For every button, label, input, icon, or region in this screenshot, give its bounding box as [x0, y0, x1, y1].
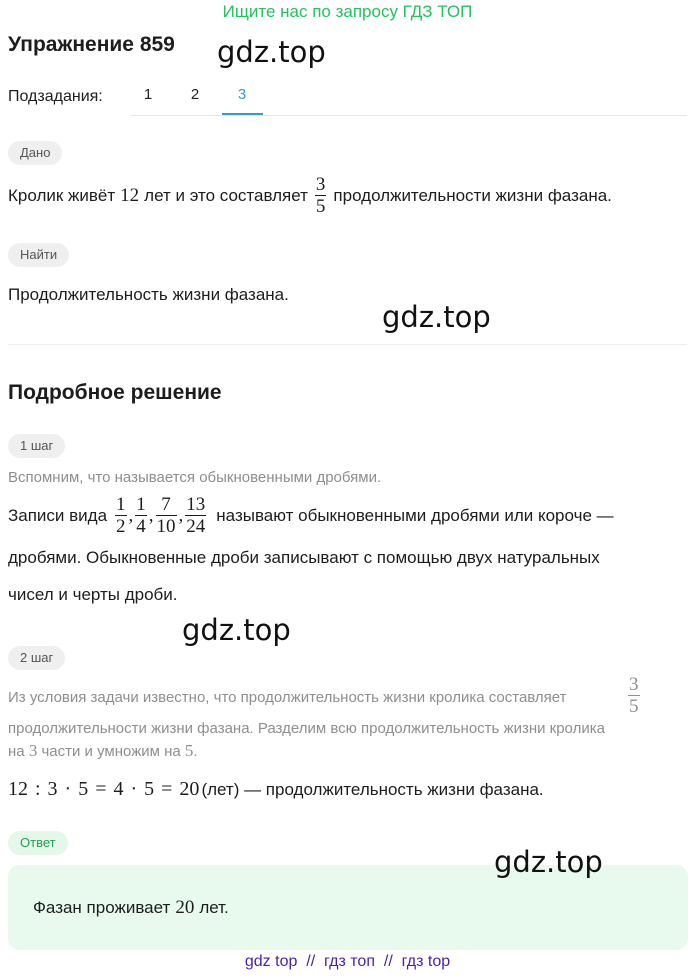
watermark: gdz.top	[182, 613, 291, 647]
fraction-numerator: 1	[136, 494, 146, 515]
step2-line3	[8, 741, 198, 761]
step2-line3-a: на	[8, 743, 25, 760]
answer-chip: Ответ	[8, 831, 68, 855]
find-text: Продолжительность жизни фазана.	[8, 285, 289, 304]
answer-number: 20	[175, 897, 195, 918]
step2-line3-c: .	[193, 743, 198, 760]
watermark: gdz.top	[217, 35, 326, 69]
fraction-numerator: 7	[161, 494, 171, 515]
section-divider	[8, 344, 687, 345]
answer-text-before: Фазан проживает	[33, 898, 171, 917]
given-fraction	[315, 174, 327, 217]
step2-fraction	[628, 674, 640, 717]
step2-formula-suffix: (лет) — продолжительность жизни фазана.	[201, 780, 544, 799]
fraction-numerator: 3	[629, 674, 639, 695]
fraction-numerator: 3	[315, 174, 326, 195]
fraction-denominator: 2	[116, 516, 126, 537]
tab-1[interactable]: 1	[143, 86, 153, 103]
watermark: gdz.top	[382, 300, 491, 334]
fraction-13-24	[185, 494, 206, 537]
answer-text	[33, 897, 229, 919]
fraction-numerator: 1	[116, 494, 126, 515]
fraction-1-4	[135, 494, 147, 537]
given-text-before: Кролик живёт	[8, 185, 116, 205]
footer-links[interactable]: gdz top // гдз топ // гдз top	[244, 953, 451, 970]
step2-line1: Из условия задачи известно, что продолжительность жизни кролика составляет	[8, 689, 567, 706]
step1-line3: чисел и черты дроби.	[8, 585, 178, 604]
given-text-after: продолжительности жизни фазана.	[333, 185, 612, 205]
solution-title: Подробное решение	[8, 381, 222, 404]
given-text	[8, 174, 612, 217]
step1-text-suffix: называют обыкновенными дробями или короче —	[216, 505, 614, 525]
given-text-mid: лет и это составляет	[144, 185, 308, 205]
step2-line3-b: части и умножим на	[41, 743, 181, 760]
fraction-7-10	[156, 494, 177, 537]
watermark: gdz.top	[494, 845, 603, 879]
fraction-denominator: 5	[629, 696, 639, 717]
step1-chip: 1 шаг	[8, 434, 65, 458]
step2-number-3: 3	[28, 741, 38, 760]
step1-line1	[8, 494, 614, 537]
subtasks-label: Подзадания:	[8, 88, 103, 105]
step1-line2: дробями. Обыкновенные дроби записывают с помощью двух натуральных	[8, 548, 600, 567]
fraction-denominator: 24	[186, 516, 206, 537]
page-title: Упражнение 859	[8, 33, 175, 56]
step2-number-5: 5	[184, 741, 194, 760]
given-years: 12	[120, 184, 140, 206]
step2-formula: 12 : 3 · 5 = 4 · 5 = 20	[8, 778, 200, 800]
find-chip: Найти	[8, 243, 69, 267]
step1-text-prefix: Записи вида	[8, 505, 108, 525]
step1-note: Вспомним, что называется обыкновенными дробями.	[8, 469, 382, 486]
fraction-denominator: 5	[315, 196, 326, 217]
step2-formula-line	[8, 778, 544, 801]
tab-2[interactable]: 2	[190, 86, 200, 103]
active-tab-indicator	[222, 113, 263, 115]
comma: ,	[148, 504, 154, 526]
fraction-1-2	[115, 494, 127, 537]
fraction-denominator: 10	[156, 516, 176, 537]
answer-text-after: лет.	[199, 898, 229, 917]
tabs-divider	[130, 115, 687, 116]
given-chip: Дано	[8, 141, 62, 165]
fraction-denominator: 4	[136, 516, 146, 537]
step2-chip: 2 шаг	[8, 646, 65, 670]
promo-banner[interactable]: Ищите нас по запросу ГДЗ ТОП	[222, 2, 473, 21]
fraction-numerator: 13	[186, 494, 206, 515]
tab-3[interactable]: 3	[237, 86, 247, 103]
step2-line2: продолжительности жизни фазана. Разделим всю продолжительность жизни кролика	[8, 720, 605, 737]
step2-fraction-wrap	[626, 674, 642, 717]
comma: ,	[178, 504, 184, 526]
comma: ,	[128, 504, 134, 526]
